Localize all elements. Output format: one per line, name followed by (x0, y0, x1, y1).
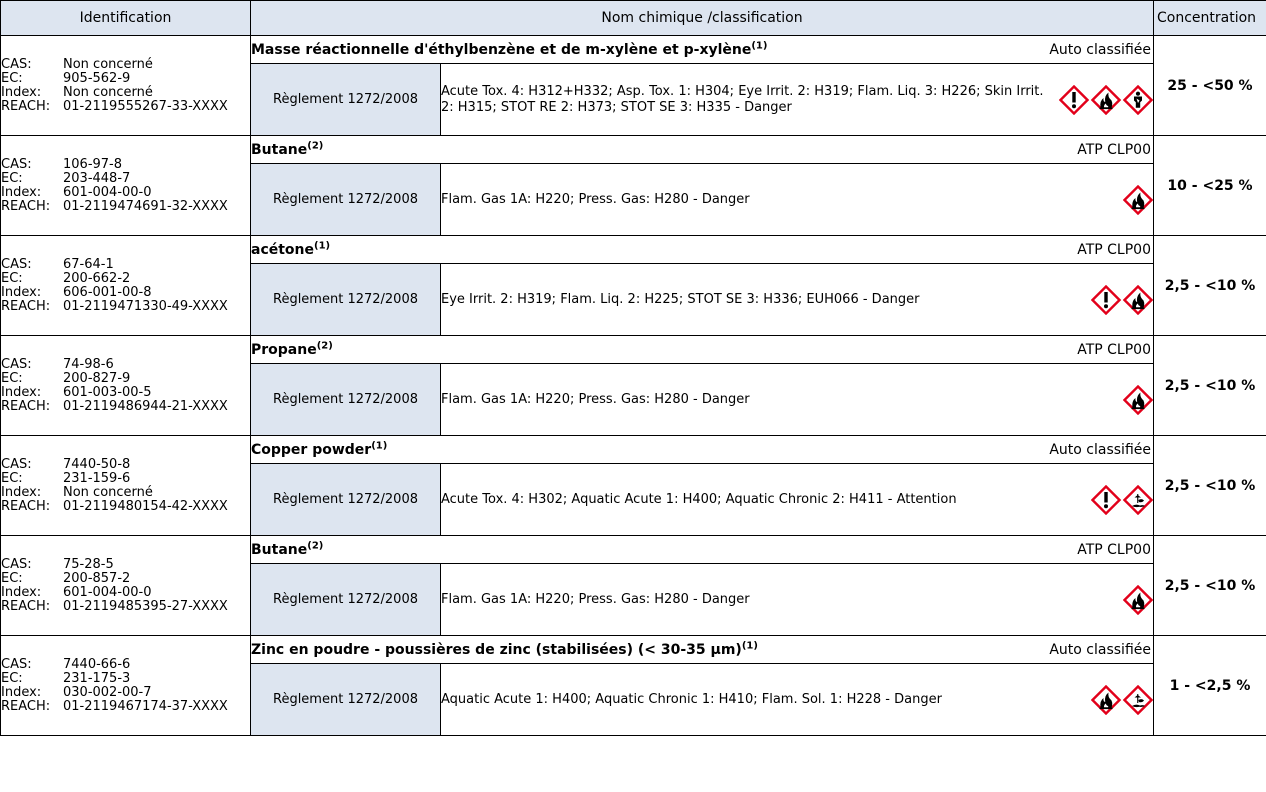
reach-label: REACH: (1, 298, 51, 314)
index-label: Index: (1, 284, 42, 300)
ec-number: 905-562-9 (63, 70, 131, 86)
reach-number: 01-2119485395-27-XXXX (63, 598, 228, 614)
regulation-cell: Règlement 1272/2008 (251, 164, 441, 236)
substance-name-text: Copper powder (251, 441, 372, 458)
reach-label: REACH: (1, 398, 51, 414)
classification-source: Auto classifiée (1049, 441, 1151, 458)
ec-line (1, 472, 250, 486)
substance-row (1, 336, 1266, 364)
ec-label: EC: (1, 170, 23, 186)
health-hazard-icon (1123, 85, 1153, 115)
ec-number: 200-857-2 (63, 570, 131, 586)
ghs-pictograms (1059, 85, 1153, 115)
flame-icon (1123, 285, 1153, 315)
ec-label: EC: (1, 70, 23, 86)
substance-row (1, 436, 1266, 464)
reach-line (1, 600, 250, 614)
ec-label: EC: (1, 670, 23, 686)
hazard-cell (441, 364, 1154, 436)
reach-label: REACH: (1, 198, 51, 214)
index-number: 606-001-00-8 (63, 284, 152, 300)
reach-line (1, 500, 250, 514)
index-label: Index: (1, 384, 42, 400)
table-header-row (1, 1, 1266, 36)
reach-line (1, 700, 250, 714)
hazard-statements: Acute Tox. 4: H302; Aquatic Acute 1: H400; Aquatic Chronic 2: H411 - Attention (441, 491, 957, 507)
ec-line (1, 672, 250, 686)
cas-number: Non concerné (63, 56, 153, 72)
hazard-statements: Flam. Gas 1A: H220; Press. Gas: H280 - Danger (441, 391, 750, 407)
index-label: Index: (1, 484, 42, 500)
index-label: Index: (1, 684, 42, 700)
environment-icon (1123, 685, 1153, 715)
substance-name-text: Propane (251, 341, 317, 358)
cas-label: CAS: (1, 156, 32, 172)
ghs-pictograms (1091, 285, 1153, 315)
concentration-cell: 1 - <2,5 % (1154, 636, 1266, 736)
hazard-cell (441, 464, 1154, 536)
reach-number: 01-2119471330-49-XXXX (63, 298, 228, 314)
index-number: 030-002-00-7 (63, 684, 152, 700)
substance-name (251, 639, 758, 658)
flame-icon (1091, 85, 1121, 115)
reach-label: REACH: (1, 98, 51, 114)
substance-name-text: Masse réactionnelle d'éthylbenzène et de m-xylène et p-xylène (251, 41, 752, 58)
header-concentration: Concentration (1154, 1, 1266, 36)
substance-name-cell (251, 136, 1154, 164)
index-number: 601-003-00-5 (63, 384, 152, 400)
substance-row (1, 636, 1266, 664)
footnote-marker: (2) (307, 539, 324, 551)
ghs-pictograms (1091, 685, 1153, 715)
ec-line (1, 372, 250, 386)
ec-line (1, 172, 250, 186)
ec-number: 231-175-3 (63, 670, 131, 686)
ec-line (1, 572, 250, 586)
classification-source: ATP CLP00 (1077, 341, 1151, 358)
cas-line (1, 458, 250, 472)
identification-cell (1, 336, 251, 436)
regulation-cell: Règlement 1272/2008 (251, 564, 441, 636)
index-line (1, 586, 250, 600)
regulation-cell: Règlement 1272/2008 (251, 364, 441, 436)
cas-number: 7440-66-6 (63, 656, 131, 672)
index-number: Non concerné (63, 484, 153, 500)
substance-name (251, 39, 768, 58)
classification-source: Auto classifiée (1049, 41, 1151, 58)
cas-number: 7440-50-8 (63, 456, 131, 472)
exclamation-icon (1091, 485, 1121, 515)
index-line (1, 286, 250, 300)
substance-row (1, 236, 1266, 264)
table-body (1, 36, 1266, 736)
ec-line (1, 72, 250, 86)
substance-name-text: Butane (251, 541, 308, 558)
hazard-cell (441, 164, 1154, 236)
cas-label: CAS: (1, 56, 32, 72)
substance-name-text: Butane (251, 141, 308, 158)
hazard-cell (441, 64, 1154, 136)
substance-name (251, 339, 333, 358)
cas-number: 106-97-8 (63, 156, 123, 172)
reach-number: 01-2119486944-21-XXXX (63, 398, 228, 414)
reach-label: REACH: (1, 698, 51, 714)
substance-row (1, 136, 1266, 164)
cas-line (1, 58, 250, 72)
concentration-cell: 10 - <25 % (1154, 136, 1266, 236)
header-identification: Identification (1, 1, 251, 36)
substance-name (251, 439, 388, 458)
regulation-cell: Règlement 1272/2008 (251, 264, 441, 336)
cas-label: CAS: (1, 456, 32, 472)
hazard-statements: Flam. Gas 1A: H220; Press. Gas: H280 - Danger (441, 591, 750, 607)
ec-label: EC: (1, 470, 23, 486)
footnote-marker: (1) (314, 239, 331, 251)
footnote-marker: (2) (316, 339, 333, 351)
footnote-marker: (1) (741, 639, 758, 651)
substance-name-cell (251, 336, 1154, 364)
index-number: 601-004-00-0 (63, 184, 152, 200)
classification-source: Auto classifiée (1049, 641, 1151, 658)
reach-number: 01-2119480154-42-XXXX (63, 498, 228, 514)
hazard-statements: Aquatic Acute 1: H400; Aquatic Chronic 1: H410; Flam. Sol. 1: H228 - Danger (441, 691, 942, 707)
cas-line (1, 658, 250, 672)
index-number: 601-004-00-0 (63, 584, 152, 600)
flame-icon (1123, 585, 1153, 615)
index-label: Index: (1, 584, 42, 600)
reach-label: REACH: (1, 598, 51, 614)
flame-icon (1091, 685, 1121, 715)
concentration-cell: 25 - <50 % (1154, 36, 1266, 136)
ec-number: 200-827-9 (63, 370, 131, 386)
index-label: Index: (1, 84, 42, 100)
ec-line (1, 272, 250, 286)
substance-row (1, 36, 1266, 64)
identification-cell (1, 136, 251, 236)
index-line (1, 486, 250, 500)
ec-number: 200-662-2 (63, 270, 131, 286)
hazard-statements: Eye Irrit. 2: H319; Flam. Liq. 2: H225; STOT SE 3: H336; EUH066 - Danger (441, 291, 920, 307)
reach-line (1, 300, 250, 314)
exclamation-icon (1059, 85, 1089, 115)
cas-label: CAS: (1, 256, 32, 272)
cas-number: 75-28-5 (63, 556, 114, 572)
hazard-statements: Flam. Gas 1A: H220; Press. Gas: H280 - Danger (441, 191, 750, 207)
cas-line (1, 258, 250, 272)
ec-number: 231-159-6 (63, 470, 131, 486)
index-number: Non concerné (63, 84, 153, 100)
identification-cell (1, 436, 251, 536)
index-line (1, 686, 250, 700)
cas-number: 67-64-1 (63, 256, 114, 272)
hazard-cell (441, 664, 1154, 736)
footnote-marker: (1) (371, 439, 388, 451)
substance-name-cell (251, 236, 1154, 264)
identification-cell (1, 536, 251, 636)
classification-source: ATP CLP00 (1077, 241, 1151, 258)
cas-label: CAS: (1, 556, 32, 572)
cas-line (1, 158, 250, 172)
hazard-cell (441, 264, 1154, 336)
substance-name-cell (251, 536, 1154, 564)
concentration-cell: 2,5 - <10 % (1154, 536, 1266, 636)
exclamation-icon (1091, 285, 1121, 315)
concentration-cell: 2,5 - <10 % (1154, 236, 1266, 336)
reach-number: 01-2119555267-33-XXXX (63, 98, 228, 114)
index-label: Index: (1, 184, 42, 200)
cas-label: CAS: (1, 656, 32, 672)
ec-number: 203-448-7 (63, 170, 131, 186)
identification-cell (1, 636, 251, 736)
index-line (1, 186, 250, 200)
hazard-cell (441, 564, 1154, 636)
reach-label: REACH: (1, 498, 51, 514)
cas-label: CAS: (1, 356, 32, 372)
cas-line (1, 358, 250, 372)
footnote-marker: (1) (751, 39, 768, 51)
flame-icon (1123, 385, 1153, 415)
cas-number: 74-98-6 (63, 356, 114, 372)
concentration-cell: 2,5 - <10 % (1154, 336, 1266, 436)
reach-number: 01-2119474691-32-XXXX (63, 198, 228, 214)
reach-number: 01-2119467174-37-XXXX (63, 698, 228, 714)
regulation-cell: Règlement 1272/2008 (251, 464, 441, 536)
substance-name (251, 539, 324, 558)
substance-row (1, 536, 1266, 564)
hazard-statements: Acute Tox. 4: H312+H332; Asp. Tox. 1: H304; Eye Irrit. 2: H319; Flam. Liq. 3: H226; Skin Irrit. 2: H315; STOT RE 2: H373; STOT SE 3: H335 - Danger (441, 83, 1044, 115)
reach-line (1, 400, 250, 414)
header-chemical-name: Nom chimique /classification (251, 1, 1154, 36)
concentration-cell: 2,5 - <10 % (1154, 436, 1266, 536)
ghs-pictograms (1123, 385, 1153, 415)
substance-name-cell (251, 636, 1154, 664)
ghs-pictograms (1123, 585, 1153, 615)
ec-label: EC: (1, 370, 23, 386)
substance-name (251, 239, 331, 258)
reach-line (1, 200, 250, 214)
ec-label: EC: (1, 270, 23, 286)
footnote-marker: (2) (307, 139, 324, 151)
reach-line (1, 100, 250, 114)
index-line (1, 86, 250, 100)
substance-name (251, 139, 324, 158)
ghs-pictograms (1123, 185, 1153, 215)
classification-source: ATP CLP00 (1077, 541, 1151, 558)
classification-source: ATP CLP00 (1077, 141, 1151, 158)
substance-name-cell (251, 36, 1154, 64)
identification-cell (1, 236, 251, 336)
substance-name-text: Zinc en poudre - poussières de zinc (stabilisées) (< 30-35 µm) (251, 641, 742, 658)
substance-name-text: acétone (251, 241, 315, 258)
ec-label: EC: (1, 570, 23, 586)
environment-icon (1123, 485, 1153, 515)
ghs-pictograms (1091, 485, 1153, 515)
cas-line (1, 558, 250, 572)
identification-cell (1, 36, 251, 136)
regulation-cell: Règlement 1272/2008 (251, 664, 441, 736)
index-line (1, 386, 250, 400)
flame-icon (1123, 185, 1153, 215)
substance-name-cell (251, 436, 1154, 464)
regulation-cell: Règlement 1272/2008 (251, 64, 441, 136)
